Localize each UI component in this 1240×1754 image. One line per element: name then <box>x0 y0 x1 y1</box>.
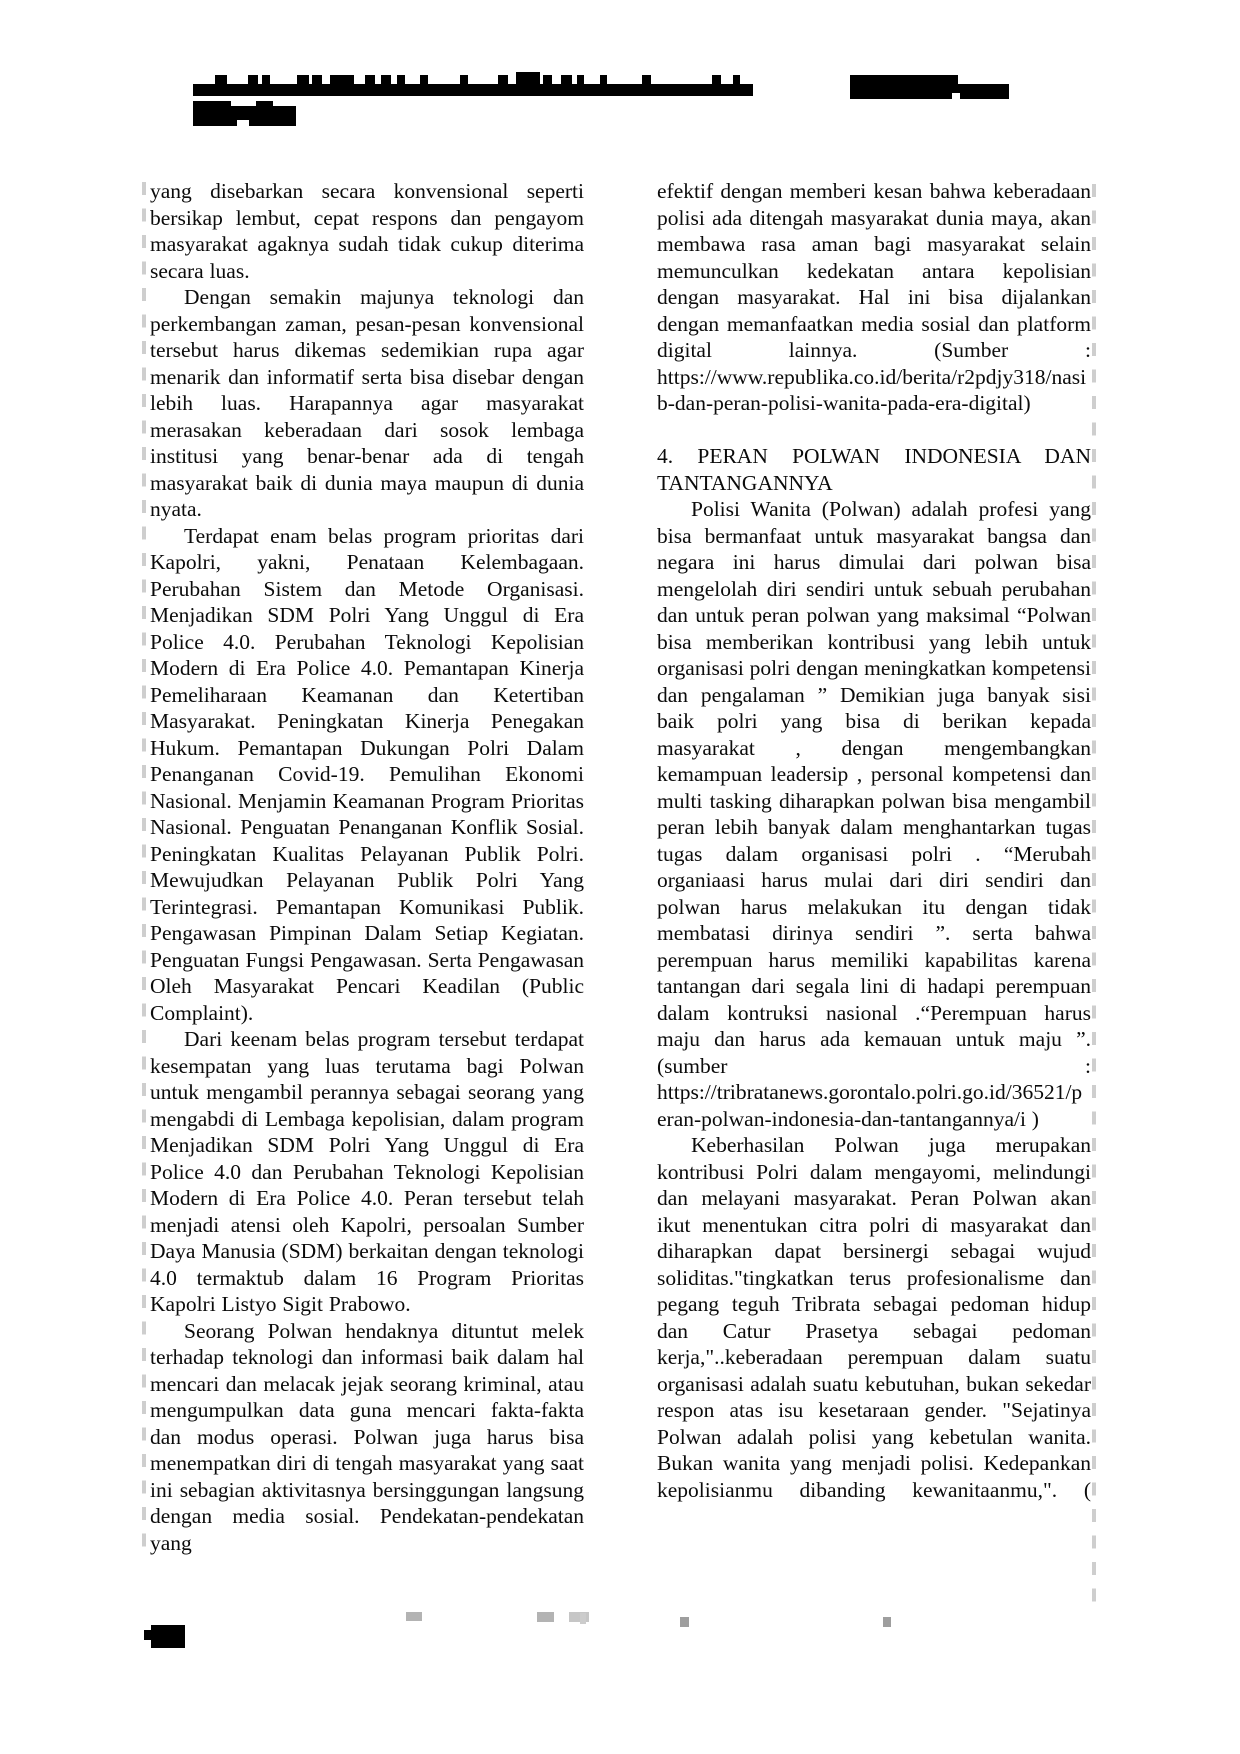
scan-artifact-smudge <box>537 1612 554 1622</box>
redaction-fragment <box>498 75 508 85</box>
scan-artifact-smudge <box>406 1612 422 1621</box>
right-column <box>657 178 1091 1503</box>
redaction-box-header-right <box>850 84 1009 99</box>
redaction-bar-line1 <box>193 84 753 96</box>
section-heading: 4. PERAN POLWAN INDONESIA DAN TANTANGANNYA <box>657 444 1091 495</box>
scan-artifact-smudge <box>580 1613 586 1624</box>
scan-artifact-right-margin <box>1092 184 1096 1614</box>
redaction-fragment <box>262 75 270 85</box>
body-paragraph: Polisi Wanita (Polwan) adalah profesi yang bisa bermanfaat untuk masyarakat bangsa dan negara ini harus dimulai dari polwan bisa mengelolah diri sendiri untuk sebuah perubahan dan untuk peran polwan yang maksimal “Polwan bisa memberikan kontribusi yang lebih untuk organisasi polri dengan meningkatkan kompetensi dan pengalaman ” Demikian juga banyak sisi baik polri yang bisa di berikan kepada masyarakat , dengan mengembangkan kemampuan leadersip , personal kompetensi dan multi tasking diharapkan polwan bisa mengambil peran lebih banyak dalam menghantarkan tugas tugas dalam organisasi polri . “Merubah organiaasi harus mulai dari diri sendiri dan polwan harus melakukan itu dengan tidak membatasi dirinya sendiri ”. serta bahwa perempuan harus memiliki kapabilitas karena tantangan dari segala lini di hadapi perempuan dalam kontruksi nasional .“Perempuan harus maju dan harus ada kemauan untuk maju ”. (sumber : https://tribratanews.gorontalo.polri.go.id/36521/peran-polwan-indonesia-dan-tantangannya/i ) <box>657 497 1091 1131</box>
redaction-fragment <box>460 75 468 85</box>
redaction-box-footer <box>151 1625 185 1648</box>
redaction-fragment <box>297 75 309 85</box>
body-paragraph: yang disebarkan secara konvensional seperti bersikap lembut, cepat respons dan pengayom masyarakat agaknya sudah tidak cukup diterima secara luas. <box>150 179 584 283</box>
redaction-fragment <box>543 75 552 85</box>
redaction-fragment <box>256 101 273 107</box>
redaction-fragment <box>193 101 231 107</box>
redaction-fragment <box>365 75 375 85</box>
redaction-fragment <box>144 1630 151 1640</box>
redaction-fragment <box>248 75 258 85</box>
body-paragraph: Seorang Polwan hendaknya dituntut melek terhadap teknologi dan informasi baik dalam hal mencari dan melacak jejak seorang kriminal, atau mengumpulkan data guna mencari fakta-fakta dan modus operasi. Polwan juga harus bisa menempatkan diri di tengah masyarakat yang saat ini sebagian aktivitasnya bersinggungan langsung dengan media sosial. Pendekatan-pendekatan yang <box>150 1318 584 1555</box>
redaction-fragment <box>312 75 322 85</box>
left-column <box>150 178 584 1556</box>
redaction-fragment <box>420 75 428 85</box>
redaction-fragment <box>733 75 740 85</box>
redaction-fragment <box>642 75 651 85</box>
redaction-fragment <box>712 75 721 85</box>
redaction-fragment <box>381 75 391 85</box>
body-paragraph: Dengan semakin majunya teknologi dan perkembangan zaman, pesan-pesan konvensional tersebut harus dikemas sedemikian rupa agar menarik dan informatif serta bisa disebar dengan lebih luas. Harapannya agar masyarakat merasakan keberadaan dari sosok lembaga institusi yang benar-benar ada di tengah masyarakat baik di dunia maya maupun di dunia nyata. <box>150 285 584 521</box>
redaction-fragment <box>561 75 572 85</box>
body-paragraph: Terdapat enam belas program prioritas dari Kapolri, yakni, Penataan Kelembagaan. Perubahan Sistem dan Metode Organisasi. Menjadikan SDM Polri Yang Unggul di Era Police 4.0. Perubahan Teknologi Kepolisian Modern di Era Police 4.0. Pemantapan Kinerja Pemeliharaan Keamanan dan Ketertiban Masyarakat. Peningkatan Kinerja Penegakan Hukum. Pemantapan Dukungan Polri Dalam Penanganan Covid-19. Pemulihan Ekonomi Nasional. Menjamin Keamanan Program Prioritas Nasional. Penguatan Penanganan Konflik Sosial. Peningkatan Kualitas Pelayanan Publik Polri. Mewujudkan Pelayanan Publik Polri Yang Terintegrasi. Pemantapan Komunikasi Publik. Pengawasan Pimpinan Dalam Setiap Kegiatan. Penguatan Fungsi Pengawasan. Serta Pengawasan Oleh Masyarakat Pencari Keadilan (Public Complaint). <box>150 523 584 1025</box>
body-paragraph: Keberhasilan Polwan juga merupakan kontribusi Polri dalam mengayomi, melindungi dan melayani masyarakat. Peran Polwan akan ikut menentukan citra polri di masyarakat dan diharapkan dapat bersinergi sebagai wujud soliditas."tingkatkan terus profesionalisme dan pegang teguh Tribrata sebagai pedoman hidup dan Catur Prasetya sebagai pedoman kerja,"..keberadaan perempuan dalam suatu organisasi adalah suatu kebutuhan, bukan sekedar respon atas isu kesetaraan gender. "Sejatinya Polwan adalah polisi yang kebetulan wanita. Bukan wanita yang menjadi polisi. Kedepankan kepolisianmu dibanding kewanitaanmu,". ( <box>657 1133 1091 1502</box>
scan-artifact-smudge <box>680 1617 689 1627</box>
redaction-fragment <box>850 75 958 85</box>
redaction-fragment <box>577 75 584 85</box>
redaction-fragment <box>397 75 405 85</box>
body-paragraph: efektif dengan memberi kesan bahwa keberadaan polisi ada ditengah masyarakat dunia maya, akan membawa rasa aman bagi masyarakat selain memunculkan kedekatan antara kepolisian dengan masyarakat. Hal ini bisa dijalankan dengan memanfaatkan media sosial dan platform digital lainnya. (Sumber : https://www.republika.co.id/berita/r2pdjy318/nasib-dan-peran-polisi-wanita-pada-era-digital) <box>657 179 1091 415</box>
scan-artifact-smudge <box>883 1617 891 1627</box>
body-paragraph: Dari keenam belas program tersebut terdapat kesempatan yang luas terutama bagi Polwan untuk mengambil perannya sebagai seorang yang mengabdi di Lembaga kepolisian, dalam program Menjadikan SDM Polri Yang Unggul di Era Police 4.0 dan Perubahan Teknologi Kepolisian Modern di Era Police 4.0. Peran tersebut telah menjadi atensi oleh Kapolri, persoalan Sumber Daya Manusia (SDM) berkaitan dengan teknologi 4.0 termaktub dalam 16 Program Prioritas Kapolri Listyo Sigit Prabowo. <box>150 1027 584 1316</box>
redaction-fragment <box>516 72 540 85</box>
scan-artifact-left-margin <box>142 182 146 1557</box>
redaction-fragment <box>215 75 227 85</box>
scan-artifact-smudge <box>569 1612 589 1622</box>
redaction-fragment <box>330 75 354 85</box>
redaction-gap <box>952 93 960 99</box>
redaction-gap <box>237 120 249 126</box>
redaction-fragment <box>600 75 607 85</box>
